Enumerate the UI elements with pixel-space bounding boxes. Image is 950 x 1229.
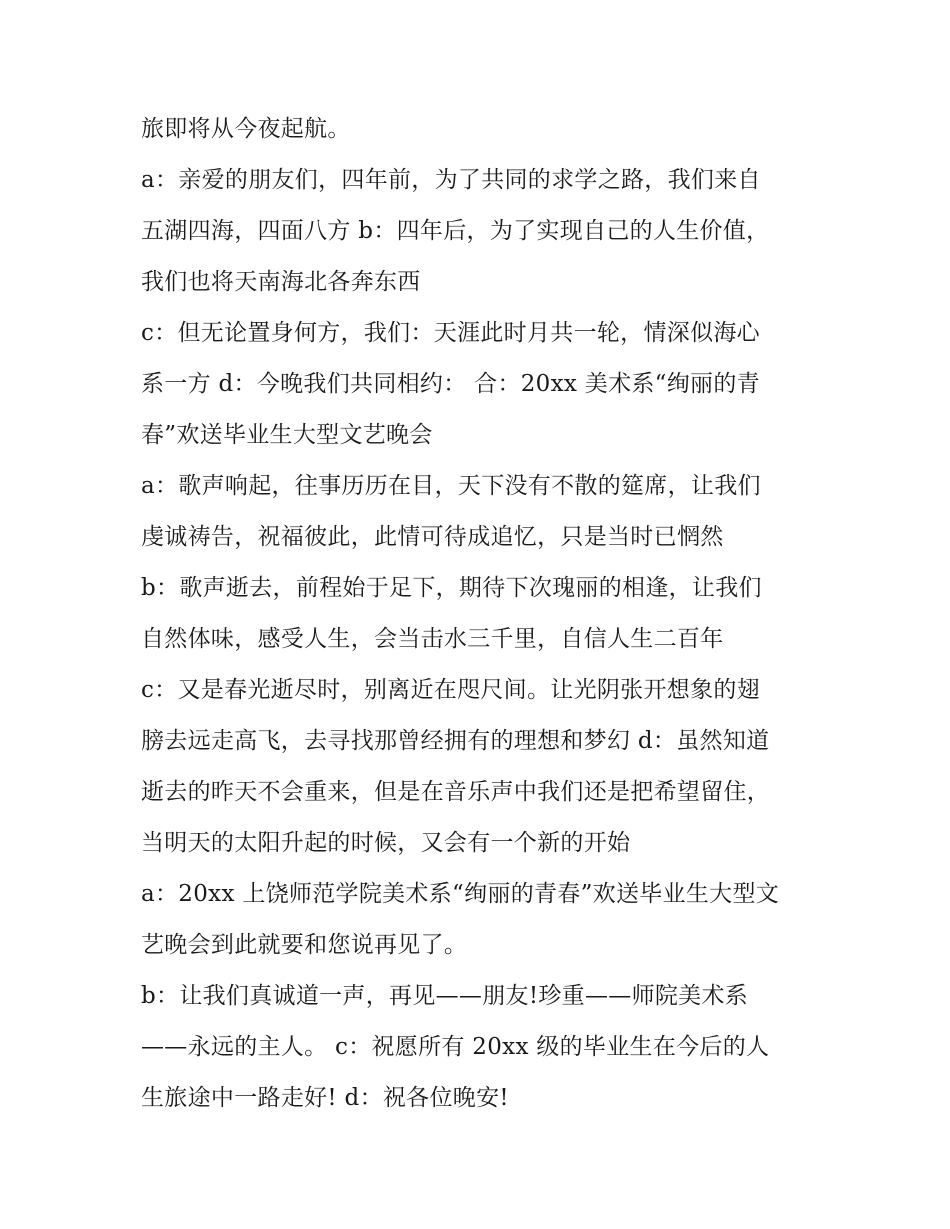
text-line: a：歌声响起，往事历历在目，天下没有不散的筵席，让我们 (141, 473, 761, 499)
text-line: c：但无论置身何方，我们：天涯此时月共一轮，情深似海心 (141, 320, 760, 346)
text-line: c：又是春光逝尽时，别离近在咫尺间。让光阴张开想象的翅 (141, 677, 760, 703)
text-line: 逝去的昨天不会重来，但是在音乐声中我们还是把希望留住， (141, 779, 771, 805)
text-line: 膀去远走高飞，去寻找那曾经拥有的理想和梦幻 d：虽然知道 (141, 728, 770, 754)
text-line: a：20xx 上饶师范学院美术系“绚丽的青春”欢送毕业生大型文 (141, 881, 780, 907)
text-line: ——永远的主人。 c：祝愿所有 20xx 级的毕业生在今后的人 (141, 1034, 770, 1060)
text-line: b：歌声逝去，前程始于足下，期待下次瑰丽的相逢，让我们 (141, 575, 762, 601)
text-line: 我们也将天南海北各奔东西 (141, 269, 421, 295)
text-line: 五湖四海，四面八方 b：四年后，为了实现自己的人生价值， (141, 218, 770, 244)
text-line: b：让我们真诚道一声，再见——朋友!珍重——师院美术系 (141, 983, 749, 1009)
text-line: 系一方 d：今晚我们共同相约： 合：20xx 美术系“绚丽的青 (141, 371, 760, 397)
text-line: 自然体味，感受人生，会当击水三千里，自信人生二百年 (141, 626, 724, 652)
text-line: 虔诚祷告，祝福彼此，此情可待成追忆，只是当时已惘然 (141, 524, 724, 550)
text-line: a：亲爱的朋友们，四年前，为了共同的求学之路，我们来自 (141, 167, 761, 193)
text-line: 艺晚会到此就要和您说再见了。 (141, 932, 468, 958)
text-line: 生旅途中一路走好! d：祝各位晚安! (141, 1085, 509, 1111)
text-line: 旅即将从今夜起航。 (141, 116, 351, 142)
script-text-body (141, 110, 816, 1130)
text-line: 当明天的太阳升起的时候，又会有一个新的开始 (141, 830, 631, 856)
text-line: 春”欢送毕业生大型文艺晚会 (141, 422, 433, 448)
